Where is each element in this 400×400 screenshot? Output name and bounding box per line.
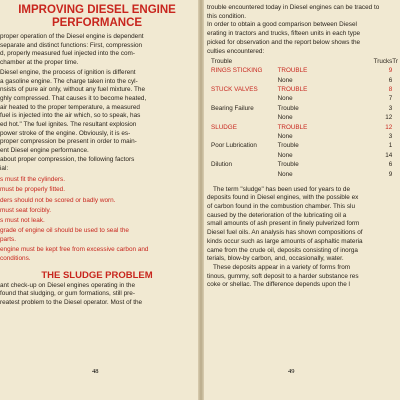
text-line: picked for observation and the report below shows the [207,38,361,46]
text-line: kinds occur such as large amounts of asphaltic materia [207,237,363,245]
status-cell: TROUBLE [277,123,308,131]
text-line: fuel is injected into the air which, so to speak, has [0,112,141,120]
text-line: Diesel engine, the process of ignition is different [0,68,136,76]
text-line: deposits found in Diesel engines, with the possible ex [207,194,359,202]
text-line: d, properly measured fuel injected into the com- [0,50,135,58]
text-line: ed hot." The fuel ignites. The resultant explosion [0,121,137,129]
sludge-paragraph [0,282,194,308]
requirement-item: s must not leak. [0,217,45,225]
trucks-cell: 12 [385,114,393,122]
trucks-cell: 14 [385,151,393,159]
text-line: tinous, gummy, soft deposit to a harder substance res [207,272,359,280]
table-row [207,170,398,179]
text-line: ial: [0,164,9,172]
section-heading: THE SLUDGE PROBLEM [41,269,153,281]
trucks-cell: 3 [388,104,393,112]
text-line: coke or shellac. The difference depends upon the l [207,281,350,289]
trouble-cell: STUCK VALVES [211,86,258,94]
text-line: ant check-up on Diesel engines operating in the [0,281,136,289]
trouble-cell [207,133,278,142]
requirement-item: grade of engine oil should be used to seal the [0,227,129,235]
left-page [0,4,194,309]
text-line: a gasoline engine. The charge taken into the cyl- [0,77,138,85]
text-line: In order to obtain a good comparison between Diesel [207,21,357,29]
status-cell: Trouble [277,104,299,112]
trucks-cell: 9 [388,170,393,178]
trouble-cell: RINGS STICKING [211,67,263,75]
table-row [207,67,398,76]
status-cell: TROUBLE [277,67,308,75]
table-row [207,76,398,85]
text-line: found that sludging, or gum formations, still pre- [0,290,135,298]
status-cell: Trouble [277,142,299,150]
text-line: separate and distinct functions: First, compression [0,41,143,49]
table-header-trouble: Trouble [211,58,233,66]
requirement-item: s must fit the cylinders. [0,176,65,184]
requirement-item: engine must be kept free from excessive carbon and [0,246,149,254]
page-title-line1: IMPROVING DIESEL ENGINE [18,4,176,16]
status-cell: TROUBLE [277,86,308,94]
text-line: air heated to the proper temperature, a measured [0,103,140,111]
requirement-item: parts. [0,235,16,243]
trucks-cell: 12 [385,123,393,131]
text-line: ent Diesel engine performance. [0,147,89,155]
table-row [207,161,398,170]
text-line: reatest problem to the Diesel operator. Most of the [0,298,143,306]
text-line: erating in tractors and trucks, fifteen units in each type [207,30,361,38]
trucks-cell: 9 [388,67,393,75]
status-cell: None [277,151,293,159]
trouble-cell: Dilution [211,161,232,169]
trouble-cell [207,95,278,104]
text-line: proper compression be present in order to main- [0,138,137,146]
status-cell: None [277,133,293,140]
status-cell: Trouble [277,161,299,169]
text-line: These deposits appear in a variety of forms from [213,263,351,271]
status-cell: None [277,170,293,178]
text-line: ghly compressed. That causes it to become heated, [0,94,147,102]
body-paragraph [0,69,194,173]
trouble-cell: Poor Lubrication [211,142,257,150]
text-line: chamber at the proper time. [0,59,79,67]
requirement-item: conditions. [0,254,31,262]
trouble-cell [207,170,278,179]
text-line: trouble encountered today in Diesel engines can be traced to [207,4,380,11]
page-number-left: 48 [92,368,99,375]
text-line: small amounts of ash present in finely pulverized form [207,220,360,228]
table-row [207,133,398,142]
table-row [207,104,398,113]
table-row [207,151,398,160]
trouble-cell: Bearing Failure [211,104,254,112]
table-header-tractors: Tr [392,58,398,66]
text-line: this condition. [207,12,247,20]
page-number-right: 49 [288,368,295,375]
trucks-cell: 6 [388,76,393,84]
status-cell: None [277,114,293,122]
text-line: culties encountered: [207,47,265,55]
requirement-item: must be properly fitted. [0,186,66,194]
page-title-line2: PERFORMANCE [51,17,143,29]
text-line: proper operation of the Diesel engine is dependent [0,33,144,40]
trouble-cell [207,76,278,85]
table-row [207,142,398,151]
text-line: of carbon found in the combustion chamber. This slu [207,203,356,211]
trouble-cell [207,151,278,160]
body-paragraph [207,186,398,290]
text-line: power stroke of the engine. Obviously, it is es- [0,129,131,137]
trouble-cell: SLUDGE [211,123,237,131]
intro-paragraph [0,33,194,68]
status-cell: None [277,76,293,84]
table-row [207,86,398,95]
text-line: about proper compression, the following factors [0,155,135,163]
requirement-item: must seat forcibly. [0,206,52,214]
trucks-cell: 3 [388,133,393,140]
trucks-cell: 7 [388,95,393,103]
text-line: caused by the deterioration of the lubricating oil a [207,211,347,219]
text-line: The term "sludge" has been used for years to de [213,185,351,193]
trucks-cell: 1 [388,142,393,150]
table-body [207,67,398,180]
table-row [207,123,398,132]
text-line: terials, blow-by carbon, and, occasionally, water. [207,255,344,263]
trouble-cell [207,114,278,123]
text-line: Diesel fuel oils. An analysis has shown compositions of [207,229,363,237]
book-gutter [198,0,204,400]
right-page [207,4,398,291]
intro-paragraph [207,4,398,56]
table-row [207,95,398,104]
table-header-trucks: Trucks [373,58,393,66]
trucks-cell: 6 [388,161,393,169]
requirement-item: ders should not be scored or badly worn. [0,196,116,204]
status-cell: None [277,95,293,103]
table-header-row [207,58,398,67]
requirements-list [0,176,194,263]
table-row [207,114,398,123]
trouble-table [207,58,398,179]
trucks-cell: 8 [388,86,393,94]
text-line: nsists of pure air only, without any fuel mixture. The [0,86,146,94]
text-line: came from the crude oil, deposits consisting of inorga [207,246,358,254]
